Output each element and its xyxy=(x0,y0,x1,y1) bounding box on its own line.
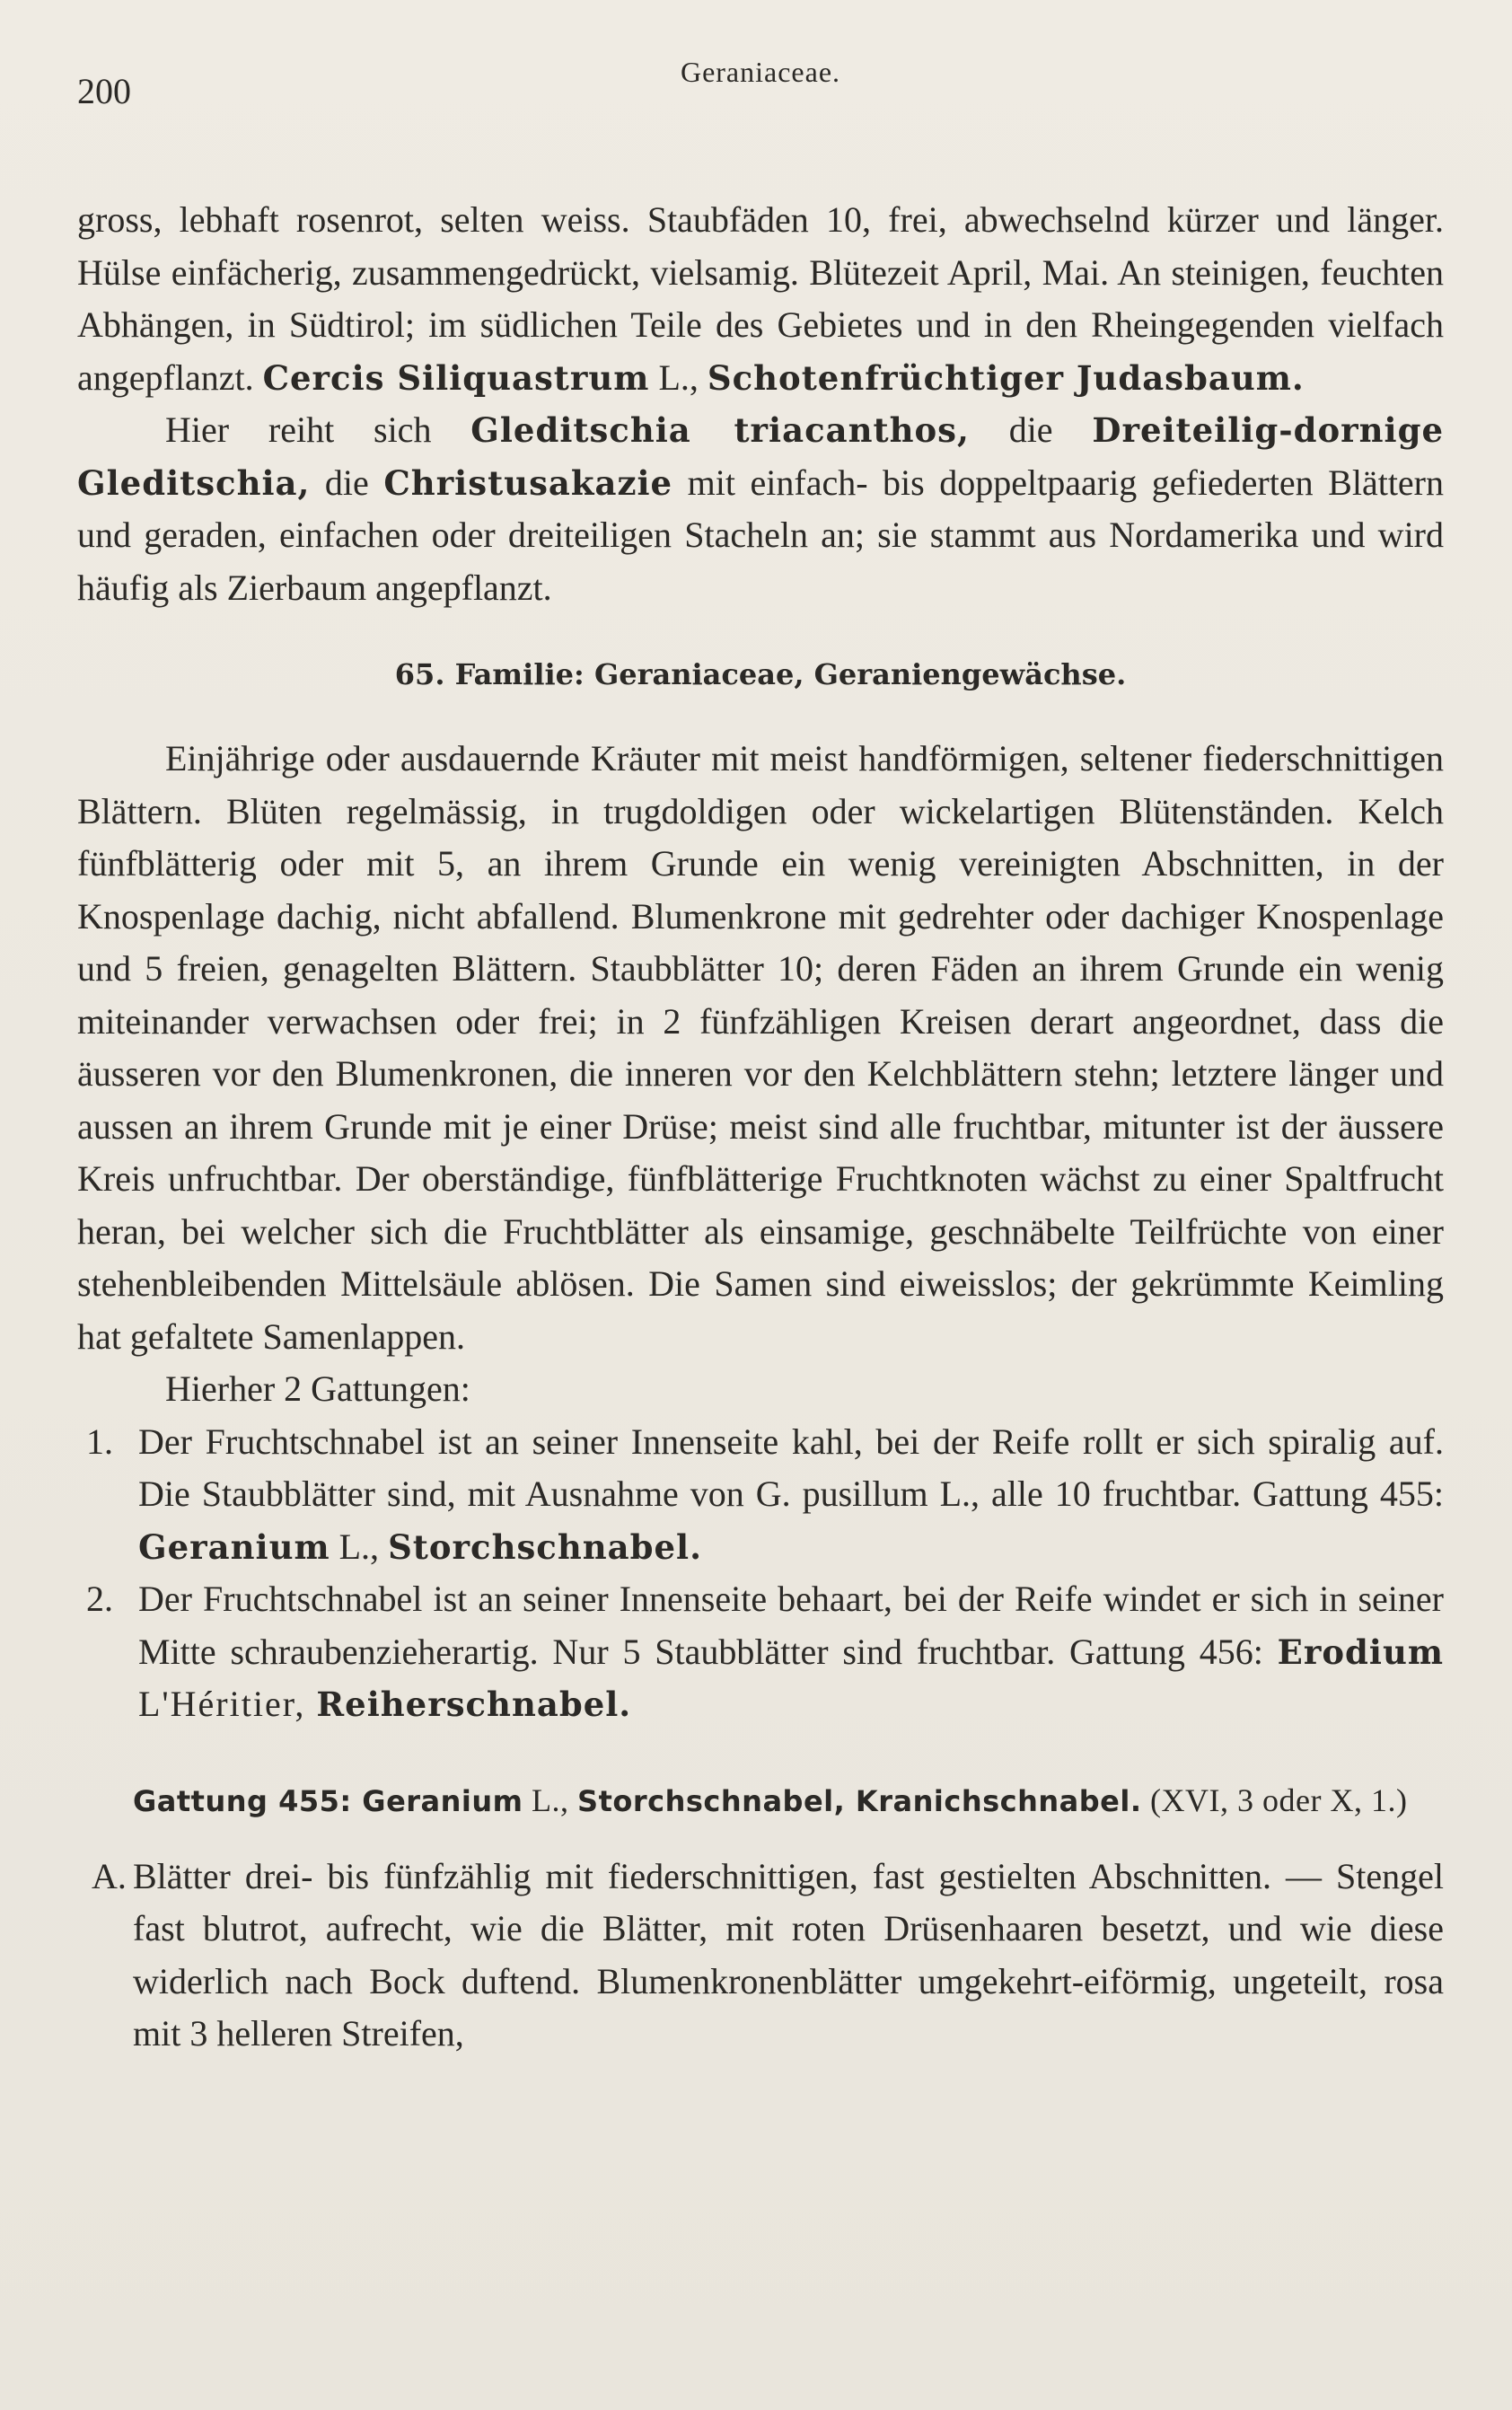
paragraph-family-description: Einjährige oder ausdauernde Kräuter mit meist handförmigen, seltener fiederschnittigen Blättern. Blüten regelmässig, in trugdoldigen oder wickelartigen Blütenständen. Kelch fünfblätterig oder mit 5, an ihrem Grunde ein wenig vereinigten Abschnitten, in der Knospenlage dachig, nicht abfallend. Blumenkrone mit gedrehter oder dachiger Knospenlage und 5 freien, genagelten Blättern. Staubblätter 10; deren Fäden an ihrem Grunde ein wenig miteinander verwachsen oder frei; in 2 fünfzähligen Kreisen derart angeordnet, dass die äusseren vor den Blumenkronen, die inneren vor den Kelchblättern stehn; letztere länger und aussen an ihrem Grunde mit je einer Drüse; meist sind alle fruchtbar, mitunter ist der äussere Kreis unfruchtbar. Der oberständige, fünfblätterige Fruchtknoten wächst zu einer Spaltfrucht heran, bei welcher sich die Fruchtblätter als einsamige, geschnäbelte Teilfrüchte von einer stehenbleibenden Mittelsäule ablösen. Die Samen sind eiweisslos; der gekrümmte Keimling hat gefaltete Samenlappen. xyxy=(77,738,1444,1357)
running-head xyxy=(77,54,1444,117)
taxon-erodium: Erodium xyxy=(1277,1632,1444,1672)
common-name-gleditschia: Dreiteilig-dornige Gleditschia, xyxy=(77,410,1444,503)
key-item-1: 1. Der Fruchtschnabel ist an seiner Innenseite kahl, bei der Reife rollt er sich spiralig auf. Die Staubblätter sind, mit Ausnahme von G. pusillum L., alle 10 fruchtbar. Gattung 455: Geranium L., Storchschnabel. xyxy=(77,1416,1444,1574)
common-name-judasbaum: Schotenfrüchtiger Judasbaum. xyxy=(707,357,1305,398)
common-name-reiherschnabel: Reiherschnabel. xyxy=(316,1684,632,1724)
common-name-storchschnabel: Storchschnabel. xyxy=(388,1526,702,1567)
paragraph-genera-intro: Hierher 2 Gattungen: xyxy=(165,1368,470,1409)
running-title: Geraniaceae. xyxy=(680,56,841,88)
paragraph-gleditschia: Hier reiht sich Gleditschia triacanthos, die Dreiteilig-dornige Gleditschia, die Christusakazie mit einfach- bis doppeltpaarig gefiederten Blättern und geraden, einfachen oder dreiteiligen Stacheln an; sie stammt aus Nordamerika und wird häufig als Zierbaum angepflanzt. xyxy=(77,409,1445,608)
taxon-gleditschia: Gleditschia triacanthos, xyxy=(470,410,970,450)
key-number: 1. xyxy=(86,1420,113,1462)
genus-key-list xyxy=(77,1416,1444,1731)
page-number: 200 xyxy=(77,71,131,111)
genus-heading: Gattung 455: Geranium L., Storchschnabel, Kranichschnabel. (XVI, 3 oder X, 1.) xyxy=(133,1781,1408,1818)
key-item-2: 2. Der Fruchtschnabel ist an seiner Innenseite behaart, bei der Reife windet er sich in seiner Mitte schraubenzieherartig. Nur 5 Staubblätter sind fruchtbar. Gattung 456: Erodium L'Héritier, Reiherschnabel. xyxy=(77,1573,1444,1731)
taxon-geranium: Geranium xyxy=(138,1526,330,1567)
paragraph-cercis: gross, lebhaft rosenrot, selten weiss. Staubfäden 10, frei, abwechselnd kürzer und länger. Hülse einfächerig, zusammengedrückt, vielsamig. Blütezeit April, Mai. An steinigen, feuchten Abhängen, in Südtirol; im südlichen Teile des Gebietes und in den Rheingegenden vielfach angepflanzt. Cercis Siliquastrum L., Schotenfrüchtiger Judasbaum. xyxy=(77,199,1444,398)
taxon-cercis: Cercis Siliquastrum xyxy=(262,357,650,398)
common-name-christusakazie: Christusakazie xyxy=(383,462,673,503)
family-heading: 65. Familie: Geraniaceae, Geraniengewächse. xyxy=(394,657,1127,691)
key-letter: A. xyxy=(92,1855,127,1896)
key-number: 2. xyxy=(86,1579,113,1619)
key-item-A: A. Blätter drei- bis fünfzählig mit fiederschnittigen, fast gestielten Abschnitten. — Stengel fast blutrot, aufrecht, wie die Blätter, mit roten Drüsenhaaren besetzt, und wie diese widerlich nach Bock duftend. Blumenkronenblätter umgekehrt-eiförmig, ungeteilt, rosa mit 3 helleren Streifen, xyxy=(77,1851,1444,2061)
